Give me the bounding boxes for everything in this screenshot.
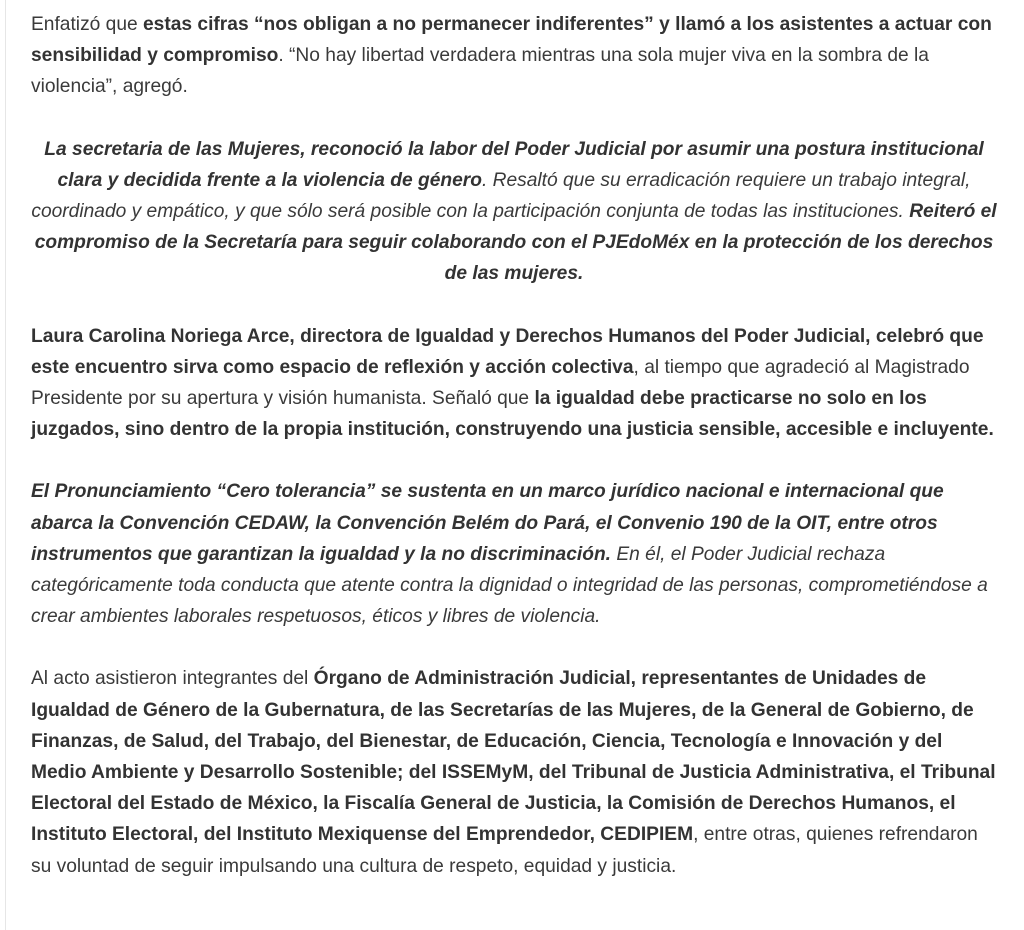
paragraph-indifference — [31, 9, 997, 103]
content-left-border — [5, 0, 6, 930]
text-segment: Al acto asistieron integrantes del — [31, 668, 314, 690]
paragraph-noriega — [31, 321, 997, 446]
text-segment: En él, el Poder Judicial rechaza categóricamente toda conducta que atente contra la dignidad o integridad de las personas, comprometiéndose a crear ambientes laborales respetuosos, éticos y libres de violencia. — [31, 543, 988, 628]
text-segment: Enfatizó que — [31, 14, 144, 35]
bold-segment: Laura Carolina Noriega Arce, directora de Igualdad y Derechos Humanos del Poder Judicial, celebró que este encuentro sirva como espacio de reflexión y acción colectiva — [31, 325, 984, 378]
text-segment: , entre otras, quienes refrendaron su voluntad de seguir impulsando una cultura de respeto, equidad y justicia. — [31, 824, 978, 877]
bold-segment: Órgano de Administración Judicial, representantes de Unidades de Igualdad de Género de la Gubernatura, de las Secretarías de las Mujeres, de la General de Gobierno, de Finanzas, de Salud, del Trabajo, del Bienestar, de Educación, Ciencia, Tecnología e Innovación y del Medio Ambiente y Desarrollo Sostenible; del ISSEMyM, del Tribunal de Justicia Administrativa, el Tribunal Electoral del Estado de México, la Fiscalía General de Justicia, la Comisión de Derechos Humanos, el Instituto Electoral, del Instituto Mexiquense del Emprendedor, CEDIPIEM — [31, 668, 996, 846]
bold-segment: la igualdad debe practicarse no solo en los juzgados, sino dentro de la propia institución, construyendo una justicia sensible, accesible e incluyente. — [31, 388, 994, 441]
text-segment: . “No hay libertad verdadera mientras una sola mujer viva en la sombra de la violencia”, agregó. — [31, 45, 929, 98]
paragraph-secretaria-quote — [31, 134, 997, 290]
paragraph-attendees — [31, 663, 997, 881]
text-segment: , al tiempo que agradeció al Magistrado Presidente por su apertura y visión humanista. Señaló que — [31, 356, 970, 410]
text-segment: . Resaltó que su erradicación requiere un trabajo integral, coordinado y empático, y que sólo será posible con la participación conjunta de todas las instituciones. — [31, 169, 971, 223]
bold-segment: estas cifras “nos obligan a no permanecer indiferentes” y llamó a los asistentes a actuar con sensibilidad y compromiso — [31, 14, 992, 67]
bold-segment: El Pronunciamiento “Cero tolerancia” se sustenta en un marco jurídico nacional e internacional que abarca la Convención CEDAW, la Convención Belém do Pará, el Convenio 190 de la OIT, entre otros instrumentos que garantizan la igualdad y la no discriminación. — [31, 481, 944, 565]
article-body — [31, 9, 997, 913]
paragraph-pronunciamiento — [31, 476, 997, 632]
bold-segment: La secretaria de las Mujeres, reconoció la labor del Poder Judicial por asumir una postura institucional clara y decidida frente a la violencia de género — [44, 138, 984, 191]
bold-segment: Reiteró el compromiso de la Secretaría para seguir colaborando con el PJEdoMéx en la protección de los derechos de las mujeres. — [34, 201, 997, 285]
